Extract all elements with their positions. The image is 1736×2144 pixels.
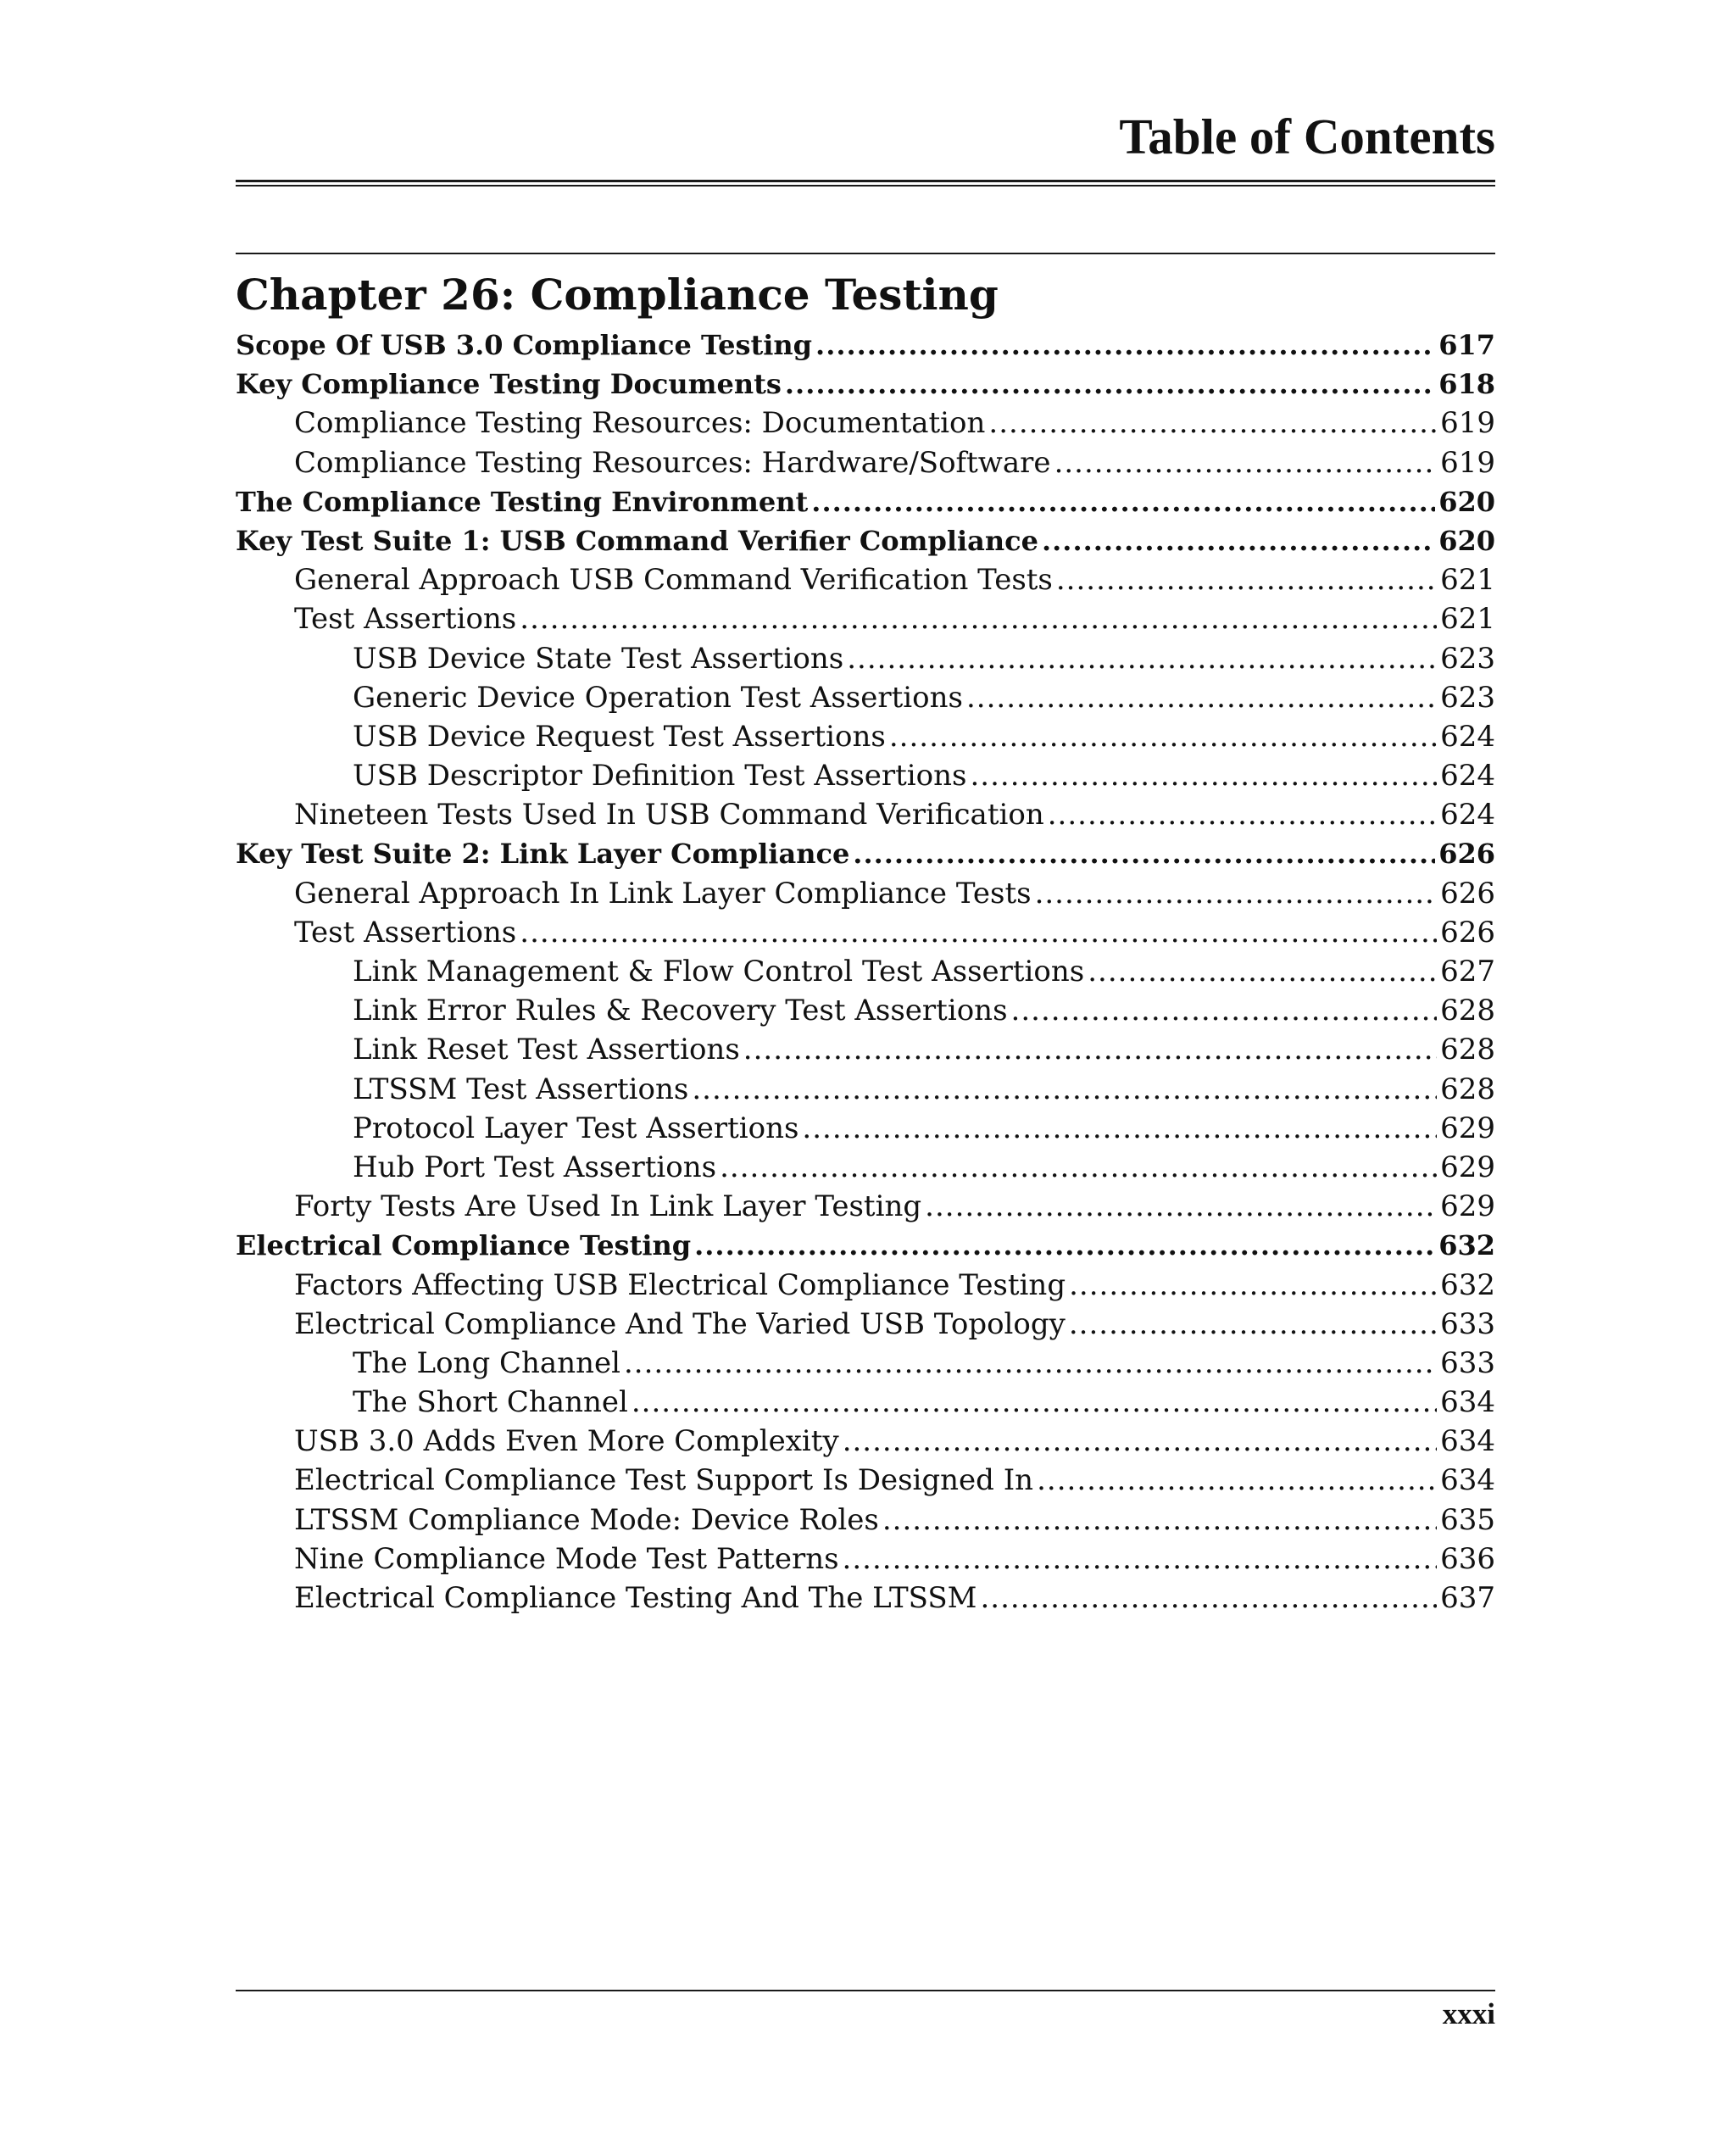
toc-entry-title: Link Reset Test Assertions xyxy=(353,1033,740,1067)
toc-dot-leader xyxy=(966,678,1437,717)
toc-dot-leader xyxy=(785,365,1435,404)
toc-entry[interactable] xyxy=(236,795,1495,834)
toc-entry[interactable] xyxy=(236,365,1495,404)
toc-entry[interactable] xyxy=(236,326,1495,365)
toc-dot-leader xyxy=(1011,991,1438,1030)
toc-entry[interactable] xyxy=(236,1226,1495,1265)
toc-dot-leader xyxy=(811,482,1435,521)
toc-entry-page-number: 628 xyxy=(1440,1033,1495,1067)
toc-dot-leader xyxy=(1035,874,1438,913)
toc-entry-title: Hub Port Test Assertions xyxy=(353,1150,717,1184)
toc-dot-leader xyxy=(1069,1266,1437,1305)
chapter-title: Chapter 26: Compliance Testing xyxy=(236,270,999,320)
toc-entry[interactable] xyxy=(236,1461,1495,1500)
toc-entry[interactable] xyxy=(236,1540,1495,1579)
toc-dot-leader xyxy=(1056,560,1437,599)
toc-entry-page-number: 628 xyxy=(1440,1072,1495,1106)
toc-dot-leader xyxy=(1042,521,1435,560)
toc-dot-leader xyxy=(843,1422,1437,1461)
toc-entry-page-number: 629 xyxy=(1440,1189,1495,1224)
toc-entry-title: Key Test Suite 1: USB Command Verifier Compliance xyxy=(236,524,1039,557)
toc-dot-leader xyxy=(802,1109,1437,1148)
toc-entry-page-number: 617 xyxy=(1438,329,1495,361)
toc-entry-page-number: 624 xyxy=(1440,759,1495,794)
toc-entry-page-number: 628 xyxy=(1440,994,1495,1028)
toc-entry-title: Protocol Layer Test Assertions xyxy=(353,1111,799,1145)
toc-entry[interactable] xyxy=(236,599,1495,638)
toc-entry-title: Key Test Suite 2: Link Layer Compliance xyxy=(236,838,850,871)
toc-entry-page-number: 619 xyxy=(1440,445,1495,480)
toc-entry-page-number: 624 xyxy=(1440,719,1495,754)
toc-dot-leader xyxy=(847,639,1437,678)
toc-entry-page-number: 634 xyxy=(1440,1463,1495,1498)
toc-entry[interactable] xyxy=(236,952,1495,991)
toc-entry[interactable] xyxy=(236,1070,1495,1109)
running-header-title: Table of Contents xyxy=(1119,109,1495,164)
toc-entry-page-number: 620 xyxy=(1438,485,1495,518)
toc-entry[interactable] xyxy=(236,1305,1495,1344)
toc-entry-page-number: 633 xyxy=(1440,1306,1495,1341)
toc-dot-leader xyxy=(1054,443,1438,482)
toc-entry-page-number: 626 xyxy=(1438,838,1495,871)
toc-entry[interactable] xyxy=(236,1109,1495,1148)
toc-entry-page-number: 620 xyxy=(1438,524,1495,557)
toc-entry[interactable] xyxy=(236,834,1495,873)
toc-dot-leader xyxy=(520,599,1437,638)
toc-entry[interactable] xyxy=(236,1344,1495,1383)
toc-entry[interactable] xyxy=(236,874,1495,913)
footer-rule xyxy=(236,1990,1495,1991)
toc-entry-page-number: 627 xyxy=(1440,955,1495,988)
toc-dot-leader xyxy=(1048,795,1437,834)
toc-entry-title: Link Error Rules & Recovery Test Assertions xyxy=(353,994,1008,1028)
toc-entry-title: Nine Compliance Mode Test Patterns xyxy=(294,1541,839,1576)
toc-dot-leader xyxy=(988,404,1437,443)
toc-entry-title: Forty Tests Are Used In Link Layer Testing xyxy=(294,1189,922,1224)
toc-entry-page-number: 621 xyxy=(1440,563,1495,598)
toc-entry-title: USB 3.0 Adds Even More Complexity xyxy=(294,1424,839,1459)
page-number: xxxi xyxy=(1442,1997,1495,2030)
toc-entry[interactable] xyxy=(236,717,1495,756)
toc-entry-title: Electrical Compliance And The Varied USB Topology xyxy=(294,1306,1066,1341)
toc-entry-page-number: 621 xyxy=(1440,602,1495,637)
toc-entry[interactable] xyxy=(236,913,1495,952)
toc-entry[interactable] xyxy=(236,1030,1495,1069)
toc-entry-title: General Approach In Link Layer Compliance Tests xyxy=(294,876,1032,911)
toc-entry-title: Key Compliance Testing Documents xyxy=(236,368,782,401)
toc-dot-leader xyxy=(925,1187,1437,1226)
toc-entry-page-number: 637 xyxy=(1440,1581,1495,1615)
toc-entry-title: General Approach USB Command Verification Tests xyxy=(294,563,1053,598)
toc-dot-leader xyxy=(882,1501,1437,1540)
toc-entry-page-number: 634 xyxy=(1440,1385,1495,1420)
toc-entry-title: LTSSM Compliance Mode: Device Roles xyxy=(294,1502,879,1537)
toc-entry-title: The Long Channel xyxy=(353,1345,620,1380)
toc-entry-page-number: 635 xyxy=(1440,1502,1495,1537)
toc-entry-title: Test Assertions xyxy=(294,602,517,637)
toc-dot-leader xyxy=(1069,1305,1437,1344)
toc-entry-page-number: 636 xyxy=(1440,1541,1495,1576)
toc-entry-title: The Short Channel xyxy=(353,1385,628,1420)
toc-dot-leader xyxy=(843,1540,1438,1579)
toc-entry[interactable] xyxy=(236,639,1495,678)
toc-entry-title: The Compliance Testing Environment xyxy=(236,485,809,518)
toc-entry[interactable] xyxy=(236,991,1495,1030)
toc-entry-page-number: 633 xyxy=(1440,1345,1495,1380)
toc-entry-page-number: 623 xyxy=(1440,641,1495,676)
toc-entry-page-number: 624 xyxy=(1440,798,1495,833)
toc-entry[interactable] xyxy=(236,404,1495,443)
toc-entry-page-number: 626 xyxy=(1440,876,1495,911)
toc-entry-page-number: 623 xyxy=(1440,680,1495,715)
toc-entry[interactable] xyxy=(236,1579,1495,1618)
toc-dot-leader xyxy=(624,1344,1437,1383)
toc-entry-page-number: 618 xyxy=(1438,368,1495,401)
toc-entry-title: Generic Device Operation Test Assertions xyxy=(353,680,963,715)
toc-entry-page-number: 629 xyxy=(1440,1150,1495,1184)
toc-entry[interactable] xyxy=(236,1383,1495,1422)
toc-entry-title: Test Assertions xyxy=(294,915,517,949)
toc-entry-page-number: 634 xyxy=(1440,1424,1495,1459)
toc-entry[interactable] xyxy=(236,443,1495,482)
toc-entry-title: USB Device State Test Assertions xyxy=(353,641,844,676)
toc-entry-title: Scope Of USB 3.0 Compliance Testing xyxy=(236,329,813,361)
toc-dot-leader xyxy=(971,756,1438,795)
toc-entry[interactable] xyxy=(236,1187,1495,1226)
toc-entry-title: USB Device Request Test Assertions xyxy=(353,719,886,754)
toc-entry-title: LTSSM Test Assertions xyxy=(353,1072,689,1106)
toc-dot-leader xyxy=(980,1579,1437,1618)
toc-entry-page-number: 632 xyxy=(1438,1229,1495,1262)
toc-entry-title: Factors Affecting USB Electrical Compliance Testing xyxy=(294,1267,1066,1302)
toc-entry-title: Compliance Testing Resources: Hardware/Software xyxy=(294,445,1051,480)
toc-entry[interactable] xyxy=(236,1501,1495,1540)
toc-entry[interactable] xyxy=(236,1266,1495,1305)
toc-dot-leader xyxy=(1037,1461,1437,1500)
toc-dot-leader xyxy=(1088,952,1437,991)
toc-entry-page-number: 632 xyxy=(1440,1267,1495,1302)
toc-list xyxy=(236,326,1495,1618)
toc-entry-title: USB Descriptor Definition Test Assertions xyxy=(353,759,967,794)
toc-entry[interactable] xyxy=(236,678,1495,717)
toc-entry-title: Link Management & Flow Control Test Assertions xyxy=(353,955,1085,988)
toc-dot-leader xyxy=(743,1030,1437,1069)
toc-entry-title: Electrical Compliance Test Support Is Designed In xyxy=(294,1463,1034,1498)
toc-dot-leader xyxy=(694,1226,1435,1265)
toc-entry[interactable] xyxy=(236,482,1495,521)
toc-entry[interactable] xyxy=(236,1148,1495,1187)
toc-entry-title: Electrical Compliance Testing And The LTSSM xyxy=(294,1581,977,1615)
toc-entry[interactable] xyxy=(236,756,1495,795)
header-double-rule xyxy=(236,180,1495,187)
toc-entry-page-number: 626 xyxy=(1440,915,1495,949)
toc-entry[interactable] xyxy=(236,560,1495,599)
toc-entry[interactable] xyxy=(236,521,1495,560)
toc-dot-leader xyxy=(632,1383,1437,1422)
toc-dot-leader xyxy=(889,717,1437,756)
toc-dot-leader xyxy=(815,326,1435,365)
toc-entry-page-number: 629 xyxy=(1440,1111,1495,1145)
toc-dot-leader xyxy=(520,913,1437,952)
toc-dot-leader xyxy=(853,834,1435,873)
toc-entry[interactable] xyxy=(236,1422,1495,1461)
chapter-divider-rule xyxy=(236,253,1495,254)
toc-entry-title: Nineteen Tests Used In USB Command Verification xyxy=(294,798,1044,833)
page-header xyxy=(236,102,1495,187)
toc-entry-page-number: 619 xyxy=(1440,406,1495,441)
toc-entry-title: Electrical Compliance Testing xyxy=(236,1229,692,1262)
toc-entry-title: Compliance Testing Resources: Documentation xyxy=(294,406,986,441)
toc-dot-leader xyxy=(720,1148,1437,1187)
toc-dot-leader xyxy=(692,1070,1437,1109)
